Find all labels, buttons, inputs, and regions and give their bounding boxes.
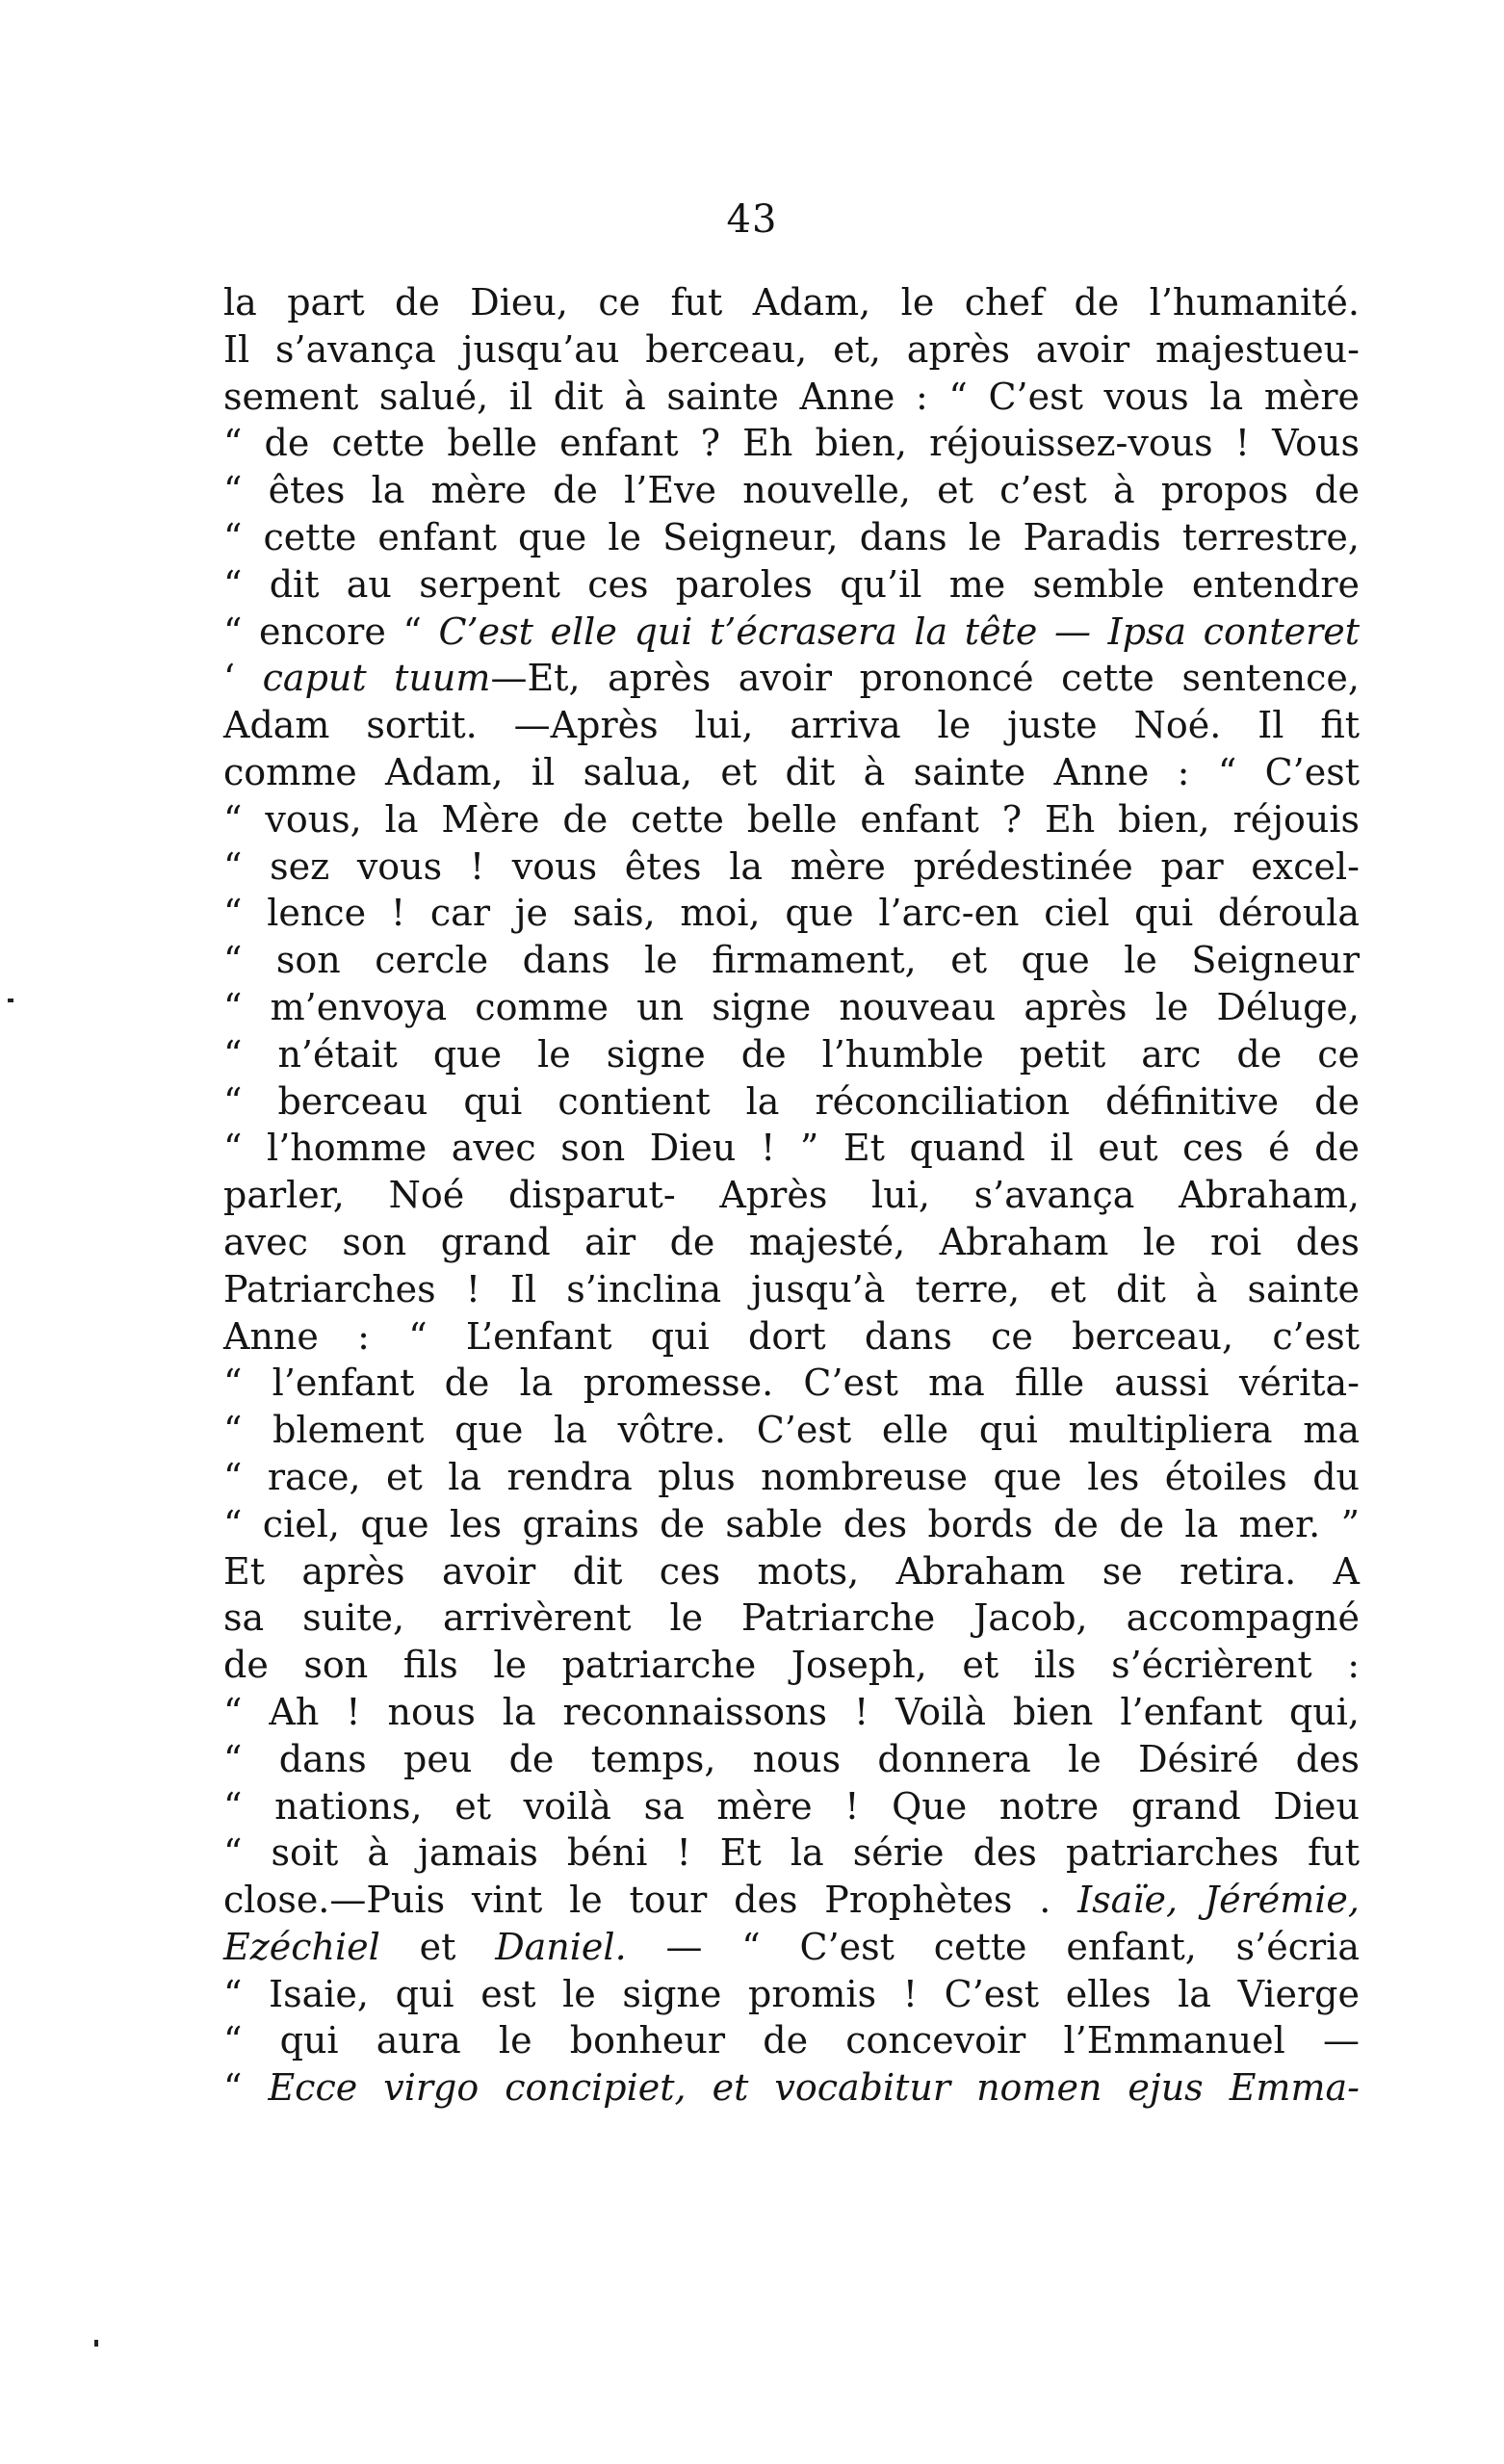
page-number: 43 — [726, 197, 778, 242]
text-line — [223, 1971, 1360, 2018]
text-line — [223, 420, 1360, 467]
text-segment: “ soit à jamais béni ! Et la série des patriarches fut — [223, 1831, 1360, 1875]
text-line — [223, 984, 1360, 1031]
text-segment: “ dans peu de temps, nous donnera le Désiré des — [223, 1737, 1360, 1780]
text-segment: Il s’avança jusqu’au berceau, et, après avoir majestueu- — [223, 327, 1360, 371]
text-segment: de son fils le patriarche Joseph, et ils s’écrièrent : — [223, 1644, 1360, 1687]
text-segment: la part de Dieu, ce fut Adam, le chef de l’humanité. — [223, 281, 1360, 324]
text-line — [223, 1924, 1360, 1971]
text-line — [223, 561, 1360, 609]
text-line — [223, 1266, 1360, 1313]
text-segment: Patriarches ! Il s’inclina jusqu’à terre, et dit à sainte — [223, 1267, 1360, 1310]
text-segment: “ Isaie, qui est le signe promis ! C’est elles la Vierge — [223, 1972, 1360, 2015]
text-line — [223, 1642, 1360, 1689]
text-segment: close.—Puis vint le tour des Prophètes . — [223, 1879, 1078, 1922]
text-segment: “ vous, la Mère de cette belle enfant ? Eh bien, réjouis — [223, 797, 1360, 841]
text-line — [223, 326, 1360, 374]
body-text — [223, 279, 1360, 2112]
text-segment: “ lence ! car je sais, moi, que l’arc-en ciel qui déroula — [223, 892, 1360, 935]
text-segment: “ encore “ — [223, 610, 439, 653]
text-line — [223, 655, 1360, 702]
text-segment: Et après avoir dit ces mots, Abraham se retira. A — [223, 1549, 1360, 1593]
text-segment: “ l’enfant de la promesse. C’est ma fille aussi vérita- — [223, 1362, 1360, 1405]
text-line — [223, 1783, 1360, 1830]
italic-segment: Ezéchiel — [223, 1925, 380, 1968]
text-line — [223, 1454, 1360, 1501]
text-line — [223, 514, 1360, 561]
text-line — [223, 1219, 1360, 1266]
text-line — [223, 1078, 1360, 1126]
text-line — [223, 1595, 1360, 1642]
text-line — [223, 1360, 1360, 1407]
text-segment: “ blement que la vôtre. C’est elle qui multipliera ma — [223, 1409, 1360, 1452]
text-line — [223, 2017, 1360, 2064]
text-segment: “ ciel, que les grains de sable des bords de de la mer. ” — [223, 1502, 1360, 1545]
text-line — [223, 1736, 1360, 1783]
text-line — [223, 1407, 1360, 1454]
text-segment: “ nations, et voilà sa mère ! Que notre grand Dieu — [223, 1784, 1360, 1828]
italic-segment: C’est elle qui t’écrasera la tête — Ipsa conteret — [438, 610, 1360, 653]
text-line — [223, 1313, 1360, 1361]
text-line — [223, 796, 1360, 843]
text-line — [223, 467, 1360, 514]
text-line — [223, 937, 1360, 984]
text-line — [223, 749, 1360, 796]
text-segment: — “ C’est cette enfant, s’écria — [626, 1925, 1360, 1968]
text-segment: “ son cercle dans le firmament, et que le Seigneur — [223, 939, 1360, 982]
text-segment: “ Ah ! nous la reconnaissons ! Voilà bien l’enfant qui, — [223, 1690, 1360, 1733]
text-segment: Anne : “ L’enfant qui dort dans ce berceau, c’est — [223, 1314, 1360, 1358]
text-segment: “ de cette belle enfant ? Eh bien, réjouissez-vous ! Vous — [223, 422, 1360, 465]
text-segment: “ m’envoya comme un signe nouveau après le Déluge, — [223, 985, 1360, 1028]
text-segment: “ l’homme avec son Dieu ! ” Et quand il eut ces é de — [223, 1127, 1360, 1170]
text-segment: sa suite, arrivèrent le Patriarche Jacob, accompagné — [223, 1596, 1360, 1640]
text-segment: “ sez vous ! vous êtes la mère prédestinée par excel- — [223, 844, 1360, 888]
text-line — [223, 374, 1360, 421]
italic-segment: Daniel. — [495, 1925, 627, 1968]
text-line — [223, 1031, 1360, 1078]
text-segment: “ race, et la rendra plus nombreuse que les étoiles du — [223, 1455, 1360, 1498]
text-segment: “ cette enfant que le Seigneur, dans le Paradis terrestre, — [223, 515, 1360, 558]
text-segment: avec son grand air de majesté, Abraham le roi des — [223, 1220, 1360, 1263]
text-line — [223, 1689, 1360, 1736]
text-line — [223, 609, 1360, 656]
text-line — [223, 843, 1360, 891]
text-line — [223, 890, 1360, 937]
text-segment: comme Adam, il salua, et dit à sainte Anne : “ C’est — [223, 750, 1360, 793]
text-segment: “ dit au serpent ces paroles qu’il me semble entendre — [223, 562, 1360, 606]
italic-segment: caput tuum — [262, 657, 491, 700]
text-segment: Adam sortit. —Après lui, arriva le juste Noé. Il fit — [223, 704, 1360, 747]
text-segment: “ êtes la mère de l’Eve nouvelle, et c’est à propos de — [223, 469, 1360, 512]
text-line — [223, 279, 1360, 326]
italic-segment: Ecce virgo concipiet, et vocabitur nomen ejus Emma- — [268, 2066, 1360, 2110]
text-line — [223, 1829, 1360, 1877]
text-line — [223, 1501, 1360, 1548]
text-segment: parler, Noé disparut- Après lui, s’avança Abraham, — [223, 1174, 1360, 1217]
text-line — [223, 1877, 1360, 1924]
text-segment: “ berceau qui contient la réconciliation définitive de — [223, 1079, 1360, 1123]
text-segment: —Et, après avoir prononcé cette sentence, — [490, 657, 1360, 700]
italic-segment: Isaïe, Jérémie, — [1077, 1879, 1360, 1922]
text-line — [223, 1548, 1360, 1595]
margin-mark — [8, 999, 13, 1002]
text-segment: ‘ — [223, 657, 263, 700]
text-segment: “ qui aura le bonheur de concevoir l’Emmanuel — — [223, 2019, 1360, 2062]
text-line — [223, 2064, 1360, 2112]
text-line — [223, 1125, 1360, 1172]
text-segment: “ — [223, 2066, 269, 2110]
margin-mark — [94, 2340, 98, 2347]
text-segment: sement salué, il dit à sainte Anne : “ C’est vous la mère — [223, 375, 1360, 418]
text-line — [223, 702, 1360, 749]
text-line — [223, 1172, 1360, 1219]
text-segment: “ n’était que le signe de l’humble petit arc de ce — [223, 1032, 1360, 1076]
text-segment: et — [379, 1925, 496, 1968]
